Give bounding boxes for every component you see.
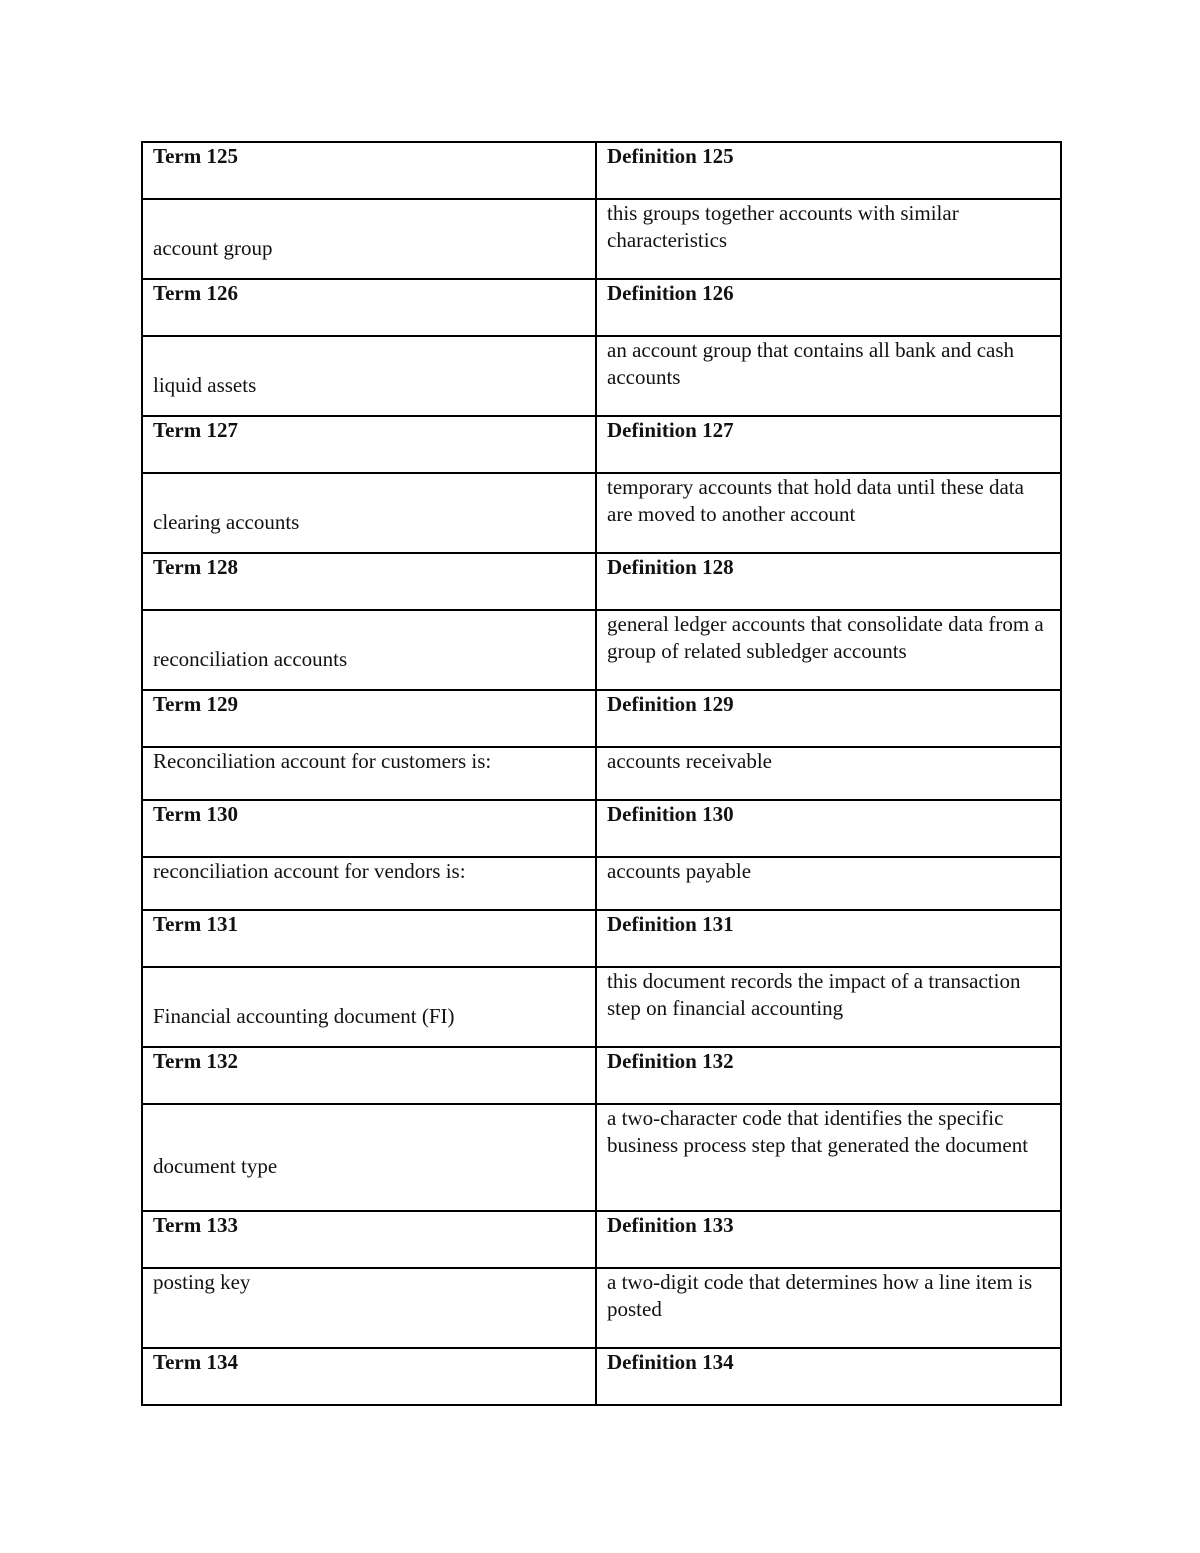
definition-heading: Definition 134: [596, 1348, 1061, 1405]
table-row: [142, 857, 1061, 910]
definition-cell: this document records the impact of a transaction step on financial accounting: [596, 967, 1061, 1047]
table-row: [142, 967, 1061, 1047]
table-row: [142, 553, 1061, 610]
definition-heading: Definition 130: [596, 800, 1061, 857]
definition-heading: Definition 129: [596, 690, 1061, 747]
term-cell: [142, 199, 596, 279]
definition-heading: Definition 125: [596, 142, 1061, 199]
table-row: [142, 473, 1061, 553]
definition-heading: Definition 132: [596, 1047, 1061, 1104]
term-heading: Term 133: [142, 1211, 596, 1268]
definition-cell: this groups together accounts with similar characteristics: [596, 199, 1061, 279]
table-row: [142, 800, 1061, 857]
flashcard-table: [141, 141, 1062, 1406]
definition-cell: temporary accounts that hold data until these data are moved to another account: [596, 473, 1061, 553]
term-heading: Term 127: [142, 416, 596, 473]
term-cell: [142, 473, 596, 553]
definition-cell: accounts payable: [596, 857, 1061, 910]
definition-cell: a two-character code that identifies the specific business process step that generated the document: [596, 1104, 1061, 1211]
definition-cell: accounts receivable: [596, 747, 1061, 800]
table-row: [142, 1268, 1061, 1348]
term-text: posting key: [153, 1270, 251, 1294]
definition-cell: a two-digit code that determines how a line item is posted: [596, 1268, 1061, 1348]
table-row: [142, 279, 1061, 336]
table-row: [142, 1211, 1061, 1268]
term-text: reconciliation accounts: [153, 646, 348, 671]
term-text: document type: [153, 1154, 278, 1178]
term-heading: Term 129: [142, 690, 596, 747]
table-row: [142, 142, 1061, 199]
table-row: [142, 910, 1061, 967]
table-row: [142, 747, 1061, 800]
term-cell: [142, 336, 596, 416]
table-row: [142, 1348, 1061, 1405]
term-cell: [142, 1104, 596, 1211]
term-cell: [142, 857, 596, 910]
term-heading: Term 126: [142, 279, 596, 336]
definition-heading: Definition 126: [596, 279, 1061, 336]
term-text: account group: [153, 235, 273, 260]
term-text: Financial accounting document (FI): [153, 1003, 455, 1028]
term-heading: Term 125: [142, 142, 596, 199]
definition-heading: Definition 128: [596, 553, 1061, 610]
table-row: [142, 199, 1061, 279]
term-text: Reconciliation account for customers is:: [153, 749, 492, 773]
definition-cell: an account group that contains all bank and cash accounts: [596, 336, 1061, 416]
term-heading: Term 131: [142, 910, 596, 967]
definition-cell: general ledger accounts that consolidate data from a group of related subledger accounts: [596, 610, 1061, 690]
term-text: liquid assets: [153, 372, 257, 397]
table-row: [142, 336, 1061, 416]
term-cell: [142, 1268, 596, 1348]
term-heading: Term 132: [142, 1047, 596, 1104]
table-row: [142, 1047, 1061, 1104]
term-heading: Term 130: [142, 800, 596, 857]
term-heading: Term 134: [142, 1348, 596, 1405]
term-cell: [142, 747, 596, 800]
term-cell: [142, 610, 596, 690]
table-row: [142, 610, 1061, 690]
table-row: [142, 1104, 1061, 1211]
term-text: clearing accounts: [153, 509, 300, 534]
definition-heading: Definition 133: [596, 1211, 1061, 1268]
term-heading: Term 128: [142, 553, 596, 610]
definition-heading: Definition 131: [596, 910, 1061, 967]
table-row: [142, 416, 1061, 473]
definition-heading: Definition 127: [596, 416, 1061, 473]
table-row: [142, 690, 1061, 747]
term-cell: [142, 967, 596, 1047]
term-text: reconciliation account for vendors is:: [153, 859, 466, 883]
